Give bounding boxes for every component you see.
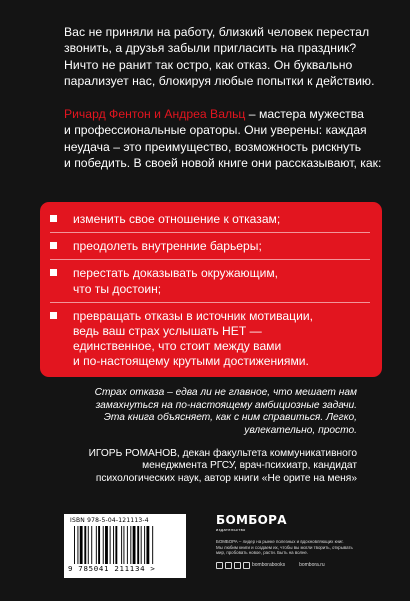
authors-paragraph	[64, 106, 384, 171]
publisher-logo: БОМБОРА	[216, 513, 287, 527]
signature-line: психологических наук, автор книги «Не орите на меня»	[95, 472, 357, 484]
authors-line: и профессиональные ораторы. Они уверены: каждая	[64, 123, 367, 138]
publisher-block	[216, 514, 386, 569]
bullet-item	[50, 210, 370, 232]
bullet-text: и по-настоящему крутыми достижениями.	[73, 354, 309, 369]
authors-names: Ричард Фентон и Андреа Вальц	[64, 107, 246, 121]
signature-line: ИГОРЬ РОМАНОВ, декан факультета коммуникативного	[88, 448, 357, 459]
intro-line: парализует нас, блокируя любые попытки к действию.	[64, 73, 375, 88]
publisher-description	[216, 539, 386, 556]
quote-line: Страх отказа – едва ли не главное, что мешает нам	[94, 387, 357, 398]
authors-line: неудача – это преимущество, возможность рискнуть	[64, 139, 362, 154]
publisher-website: bombora.ru	[299, 562, 325, 569]
quote-line: увлекательно, просто.	[244, 424, 357, 436]
quote-line: замахнуться на по-настоящему амбициозные задачи.	[95, 399, 357, 411]
square-bullet-icon	[50, 312, 57, 319]
isbn-barcode	[64, 514, 186, 578]
youtube-icon	[243, 562, 250, 569]
quote-line: Эта книга объясняет, как с ним справиться. Легко,	[103, 412, 357, 423]
intro-line: Вас не приняли на работу, близкий человек перестал	[64, 25, 370, 39]
intro-line: Ничто не ранит так остро, как отказ. Он буквально	[64, 57, 353, 72]
bullet-item	[50, 259, 370, 301]
intro-line: звонить, а друзья забыли пригласить на праздник?	[64, 41, 357, 56]
isbn-digits: 9 785041 211134 >	[68, 564, 156, 573]
publisher-text-line: БОМБОРА – лидер на рынке полезных и вдохновляющих книг.	[216, 539, 344, 544]
intro-paragraph	[64, 24, 384, 89]
publisher-text-line: Мы любим книги и создаем их, чтобы вы могли творить, открывать	[216, 544, 353, 550]
bullet-text: превращать отказы в источник мотивации,	[73, 308, 313, 323]
review-signature	[76, 448, 357, 485]
review-quote	[76, 387, 357, 437]
bullet-text: изменить свое отношение к отказам;	[73, 212, 281, 226]
bullet-text: единственное, что стоит между вами	[73, 339, 282, 354]
signature-line: менеджмента РГСУ, врач-психиатр, кандидат	[142, 460, 357, 472]
authors-line-rest: – мастера мужества	[245, 107, 364, 121]
publisher-text-line: мир, пробовать новое, расти. Быть на волне.	[216, 550, 309, 556]
facebook-icon	[216, 562, 223, 569]
square-bullet-icon	[50, 242, 57, 249]
authors-line	[64, 106, 384, 122]
vk-icon	[225, 562, 232, 569]
publisher-social	[216, 562, 386, 569]
bullet-text: преодолеть внутренние барьеры;	[73, 239, 262, 254]
square-bullet-icon	[50, 215, 57, 222]
bullet-text: перестать доказывать окружающим,	[73, 266, 279, 281]
bullet-list	[50, 210, 370, 375]
bullet-item	[50, 302, 370, 375]
authors-line: и победить. В своей новой книге они рассказывают, как:	[64, 155, 382, 170]
publisher-logo-sub: издательство	[216, 527, 246, 532]
bullet-item	[50, 232, 370, 259]
social-handle: bomborabooks	[252, 562, 286, 569]
square-bullet-icon	[50, 269, 57, 276]
instagram-icon	[234, 562, 241, 569]
bullet-text: ведь ваш страх услышать НЕТ —	[73, 324, 262, 339]
bullet-text: что ты достоин;	[73, 281, 162, 296]
isbn-number: ISBN 978-5-04-121113-4	[70, 517, 149, 524]
barcode-bars-icon	[74, 526, 178, 564]
